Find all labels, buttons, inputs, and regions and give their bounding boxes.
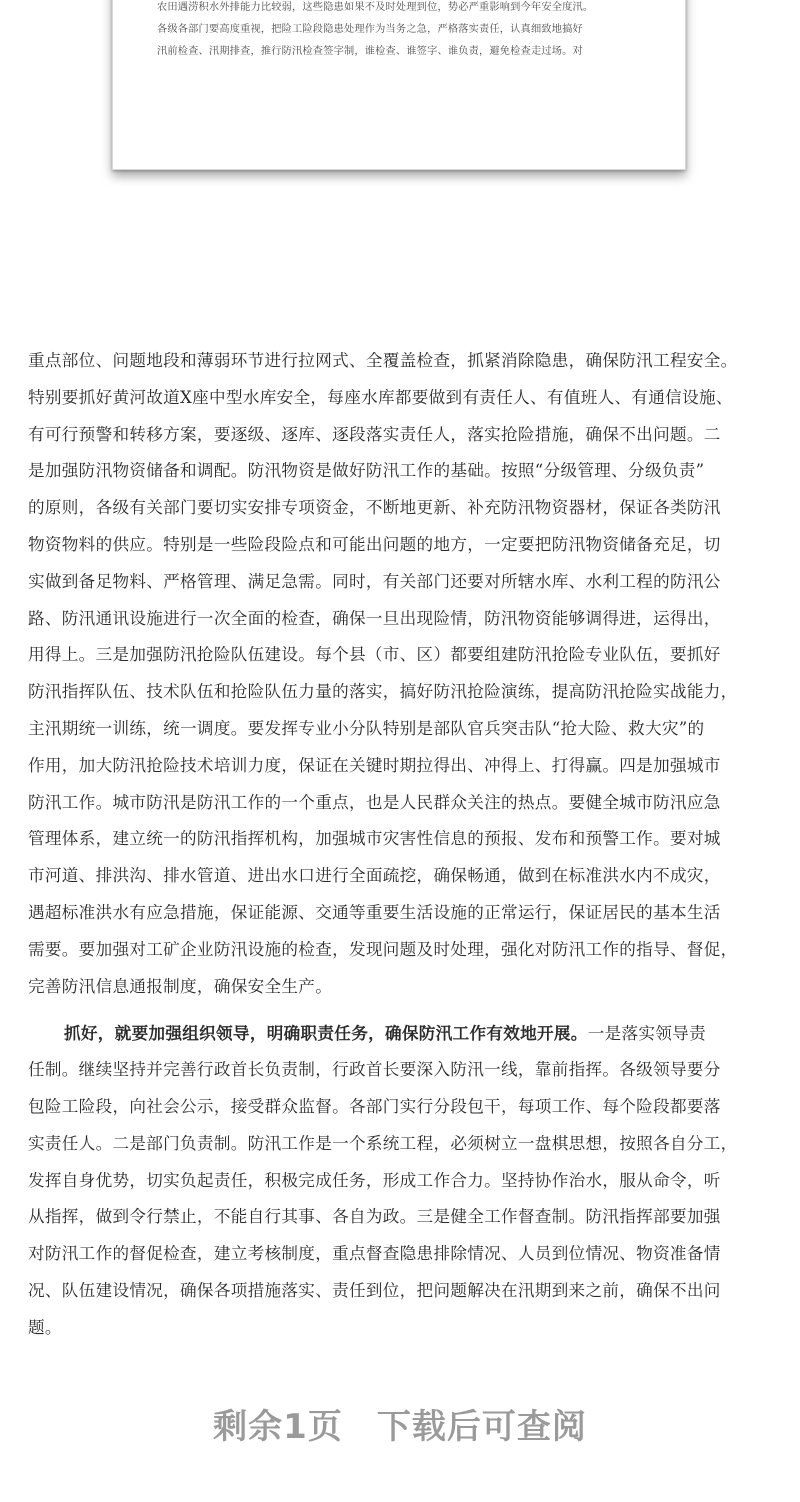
- paragraph-1: [28, 343, 776, 1005]
- text-line: 从指挥，做到令行禁止，不能自行其事、各自为政。三是健全工作督查制。防汛指挥部要加强: [28, 1207, 721, 1227]
- paragraph-heading-line: [28, 1015, 776, 1052]
- download-prompt-banner[interactable]: [0, 1399, 800, 1448]
- text-line: 防汛工作。城市防汛是防汛工作的一个重点，也是人民群众关注的热点。要健全城市防汛应急: [28, 792, 721, 812]
- text-line: 况、队伍建设情况，确保各项措施落实、责任到位，把问题解决在汛期到来之前，确保不出问: [28, 1280, 721, 1300]
- text-line: 主汛期统一训练，统一调度。要发挥专业小分队特别是部队官兵突击队“抢大险、救大灾”的: [28, 718, 705, 738]
- text-line: 路、防汛通讯设施进行一次全面的检查，确保一旦出现险情，防汛物资能够调得进，运得出，: [28, 608, 721, 628]
- download-prompt-label: 下载后可查阅: [376, 1407, 587, 1447]
- text-span: 一是落实领导责: [587, 1024, 706, 1044]
- preview-line: 农田遇涝积水外排能力比较弱，这些隐患如果不及时处理到位，势必严重影响到今年安全度汛。: [157, 2, 594, 13]
- paragraph-gap: [28, 1005, 776, 1015]
- text-line: 是加强防汛物资储备和调配。防汛物资是做好防汛工作的基础。按照“分级管理、分级负责”: [28, 461, 705, 481]
- remaining-pages-label: 剩余1页: [213, 1407, 343, 1447]
- paragraph-heading: 抓好，就要加强组织领导，明确职责任务，确保防汛工作有效地开展。: [64, 1023, 588, 1044]
- text-line: 有可行预警和转移方案，要逐级、逐库、逐段落实责任人，落实抢险措施，确保不出问题。二: [28, 424, 721, 444]
- preview-line: 汛前检查、汛期排查，推行防汛检查签字制，谁检查、谁签字、谁负责，避免检查走过场。对: [157, 46, 583, 57]
- text-line: 题。: [28, 1317, 62, 1337]
- preview-line: 各级各部门要高度重视，把险工险段隐患处理作为当务之急，严格落实责任，认真细致地搞好: [157, 24, 583, 35]
- text-line: 任制。继续坚持并完善行政首长负责制，行政首长要深入防汛一线，靠前指挥。各级领导要分: [28, 1060, 721, 1080]
- text-line: 特别要抓好黄河故道X座中型水库安全，每座水库都要做到有责任人、有值班人、有通信设施、: [28, 387, 733, 407]
- paragraph-2: [28, 1015, 776, 1346]
- text-line: 包险工险段，向社会公示，接受群众监督。各部门实行分段包干，每项工作、每个险段都要落: [28, 1096, 721, 1116]
- text-line: 市河道、排洪沟、排水管道、进出水口进行全面疏挖，确保畅通，做到在标准洪水内不成灾，: [28, 866, 721, 886]
- text-line: 对防汛工作的督促检查，建立考核制度，重点督查隐患排除情况、人员到位情况、物资准备情: [28, 1244, 721, 1264]
- text-line: 重点部位、问题地段和薄弱环节进行拉网式、全覆盖检查，抓紧消除隐患，确保防汛工程安全。: [28, 351, 738, 370]
- document-preview-card: [112, 0, 686, 170]
- text-line: 作用，加大防汛抢险技术培训力度，保证在关键时期拉得出、冲得上、打得赢。四是加强城市: [28, 755, 721, 775]
- preview-text-block: [157, 0, 649, 63]
- text-line: 的原则，各级有关部门要切实安排专项资金，不断地更新、补充防汛物资器材，保证各类防汛: [28, 498, 721, 518]
- text-line: 发挥自身优势，切实负起责任，积极完成任务，形成工作合力。坚持协作治水，服从命令，听: [28, 1170, 721, 1190]
- document-body: [28, 343, 776, 1347]
- text-line: 完善防汛信息通报制度，确保安全生产。: [28, 976, 333, 996]
- text-line: 用得上。三是加强防汛抢险队伍建设。每个县（市、区）都要组建防汛抢险专业队伍，要抓好: [28, 645, 721, 665]
- text-line: 物资物料的供应。特别是一些险段险点和可能出问题的地方，一定要把防汛物资储备充足，切: [28, 534, 721, 554]
- text-line: 管理体系，建立统一的防汛指挥机构，加强城市灾害性信息的预报、发布和预警工作。要对城: [28, 829, 721, 849]
- text-line: 实做到备足物料、严格管理、满足急需。同时，有关部门还要对所辖水库、水利工程的防汛公: [28, 571, 721, 591]
- text-line: 需要。要加强对工矿企业防汛设施的检查，发现问题及时处理，强化对防汛工作的指导、督促，: [28, 939, 738, 959]
- text-line: 实责任人。二是部门负责制。防汛工作是一个系统工程，必须树立一盘棋思想，按照各自分工，: [28, 1133, 738, 1153]
- text-line: 防汛指挥队伍、技术队伍和抢险队伍力量的落实，搞好防汛抢险演练，提高防汛抢险实战能力，: [28, 682, 738, 702]
- text-line: 遇超标准洪水有应急措施，保证能源、交通等重要生活设施的正常运行，保证居民的基本生活: [28, 902, 721, 922]
